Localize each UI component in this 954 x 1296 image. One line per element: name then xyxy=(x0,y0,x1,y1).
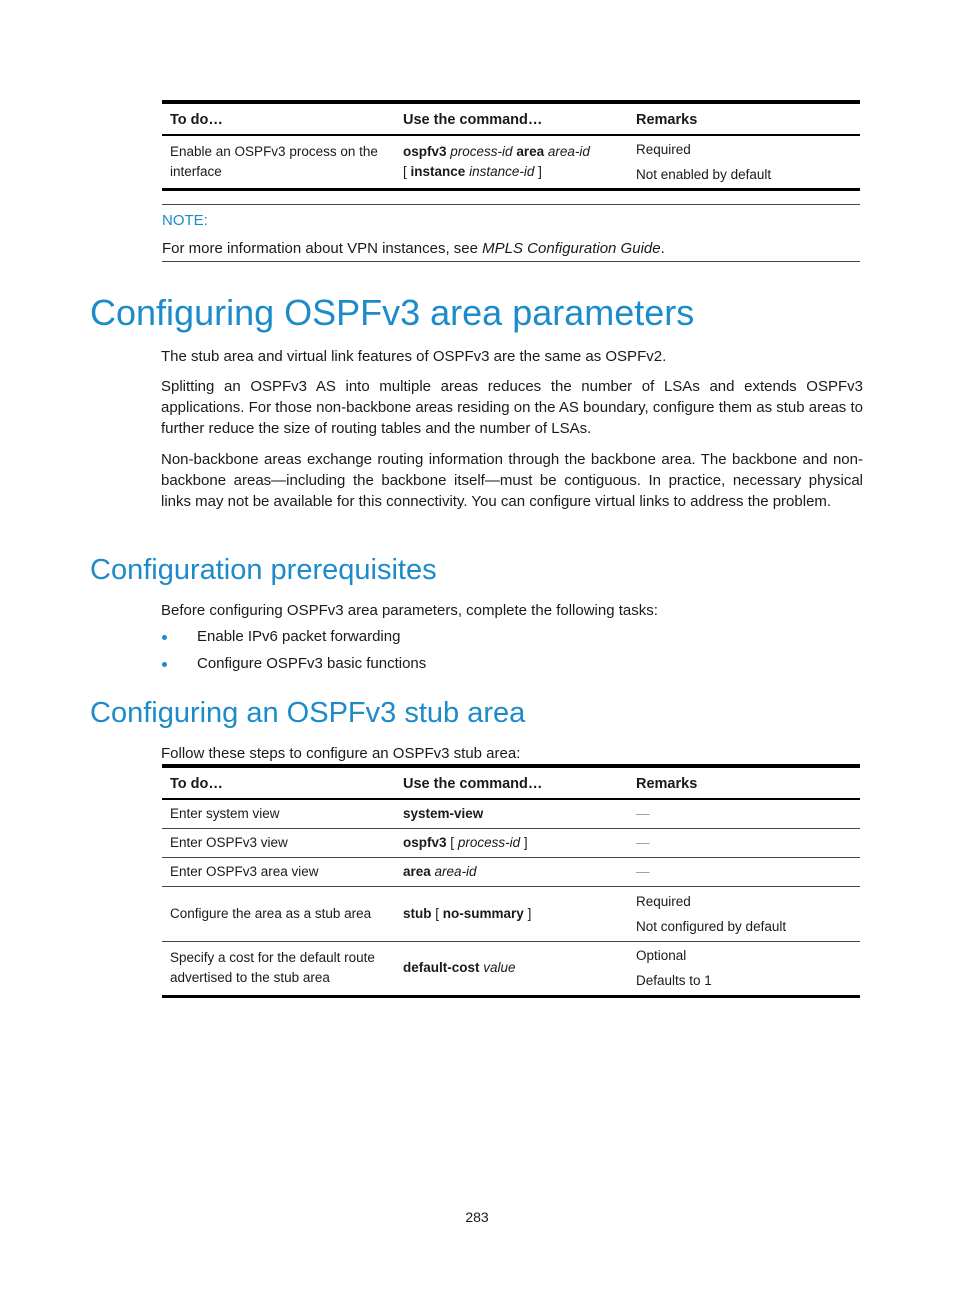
table-row: Enter OSPFv3 area view area area-id — xyxy=(162,857,860,886)
table-row: Enter OSPFv3 view ospfv3 [ process-id ] — xyxy=(162,828,860,857)
bullet-icon xyxy=(162,635,167,640)
table-row: Configure the area as a stub area stub [ no-summary ] Required Not configured by default xyxy=(162,886,860,941)
remarks-cell: Required Not enabled by default xyxy=(636,141,772,182)
header-command: Use the command… xyxy=(403,112,543,128)
header-command: Use the command… xyxy=(403,776,543,792)
header-todo: To do… xyxy=(170,776,223,792)
section-title-prerequisites: Configuration prerequisites xyxy=(90,554,437,586)
page-number: 283 xyxy=(465,1209,489,1225)
note-label: NOTE: xyxy=(162,212,208,229)
note-box xyxy=(162,204,860,262)
table-row: Enter system view system-view — xyxy=(162,799,860,828)
header-remarks: Remarks xyxy=(636,112,698,128)
section-title-stub-area: Configuring an OSPFv3 stub area xyxy=(90,697,526,729)
list-item: Enable IPv6 packet forwarding xyxy=(162,628,762,648)
table-header-row xyxy=(162,766,860,799)
command-table-top xyxy=(162,100,860,191)
paragraph: Before configuring OSPFv3 area parameters, complete the following tasks: xyxy=(161,602,658,619)
command-table-stub xyxy=(162,764,860,998)
paragraph: Non-backbone areas exchange routing information through the backbone area. The backbone and non-backbone areas—including the backbone itself—must be contiguous. In practice, necessary physical links may not be available for this connectivity. You can configure virtual links to address the problem. xyxy=(161,451,863,510)
header-remarks: Remarks xyxy=(636,776,698,792)
paragraph: The stub area and virtual link features of OSPFv3 are the same as OSPFv2. xyxy=(161,348,667,365)
todo-cell: Enable an OSPFv3 process on the interface xyxy=(170,143,378,179)
table-row xyxy=(162,135,860,189)
section-title-area-parameters: Configuring OSPFv3 area parameters xyxy=(90,292,695,333)
command-cell: ospfv3 process-id area area-id [ instance instance-id ] xyxy=(403,143,590,179)
table-header-row xyxy=(162,102,860,135)
list-item: Configure OSPFv3 basic functions xyxy=(162,655,762,675)
table-row: Specify a cost for the default route advertised to the stub area default-cost value Optional Defaults to 1 xyxy=(162,941,860,996)
note-text: For more information about VPN instances, see MPLS Configuration Guide. xyxy=(162,240,665,257)
bullet-icon xyxy=(162,662,167,667)
paragraph: Splitting an OSPFv3 AS into multiple areas reduces the number of LSAs and extends OSPFv3 applications. For those non-backbone areas residing on the AS boundary, configure them as stub areas to further reduce the size of routing tables and the number of LSAs. xyxy=(161,378,863,437)
header-todo: To do… xyxy=(170,112,223,128)
paragraph: Follow these steps to configure an OSPFv3 stub area: xyxy=(161,745,521,762)
